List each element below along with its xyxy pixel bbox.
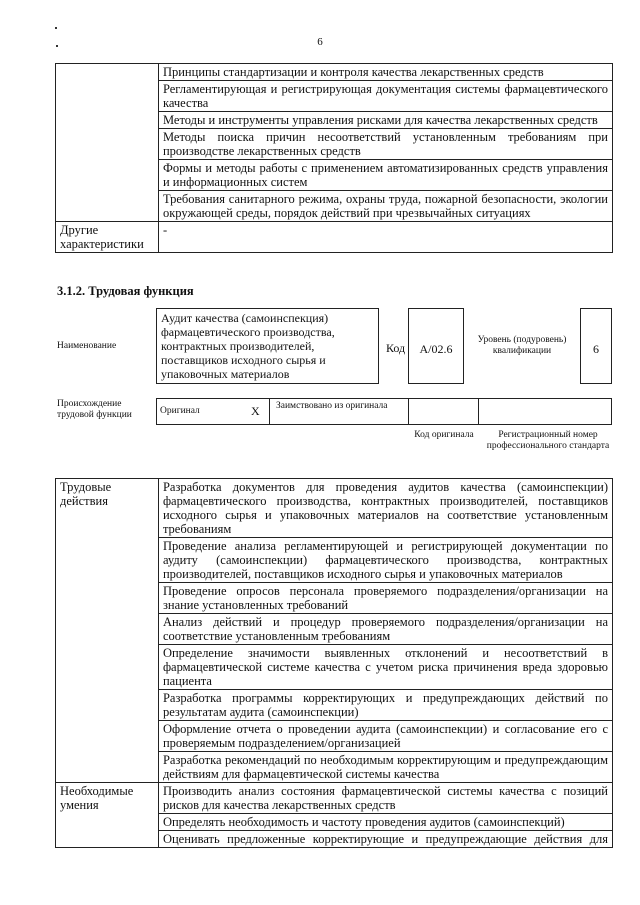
original-mark: X xyxy=(251,404,260,418)
code-label: Код xyxy=(386,341,406,355)
level-label: Уровень (подуровень) квалификации xyxy=(477,335,567,356)
main-table xyxy=(55,478,613,848)
action-item: Проведение опросов персонала проверяемого подразделения/организации на знание установленных требований xyxy=(158,583,612,614)
origin-divider xyxy=(478,398,479,425)
knowledge-item: Методы поиска причин несоответствий установленным требованиям при производстве лекарственных средств xyxy=(158,129,612,160)
table-row xyxy=(56,783,613,814)
knowledge-item: Регламентирующая и регистрирующая документация системы фармацевтического качества xyxy=(158,81,612,112)
action-item: Проведение анализа регламентирующей и регистрирующей документации по аудиту (самоинспекции) фармацевтического производства, контрактных производителей, поставщиков исходного сырья и упаковочных материалов xyxy=(158,538,612,583)
code-value: A/02.6 xyxy=(408,308,464,384)
knowledge-item: Принципы стандартизации и контроля качества лекарственных средств xyxy=(158,64,612,81)
top-table xyxy=(55,63,613,253)
level-value: 6 xyxy=(580,308,612,384)
section-title: 3.1.2. Трудовая функция xyxy=(57,284,194,298)
function-name-box: Аудит качества (самоинспекция) фармацевтического производства, контрактных производителей, поставщиков исходного сырья и упаковочных материалов xyxy=(156,308,379,384)
scan-dot xyxy=(55,27,57,29)
page-number: 6 xyxy=(317,36,323,48)
knowledge-item: Формы и методы работы с применением автоматизированных средств управления и информационных систем xyxy=(158,160,612,191)
table-row xyxy=(56,64,613,81)
action-item: Разработка документов для проведения аудитов качества (самоинспекции) фармацевтического производства, контрактных производителей, поставщиков исходного сырья и упаковочных материалов на соответствие установленным требованиям xyxy=(158,479,612,538)
knowledge-item: Требования санитарного режима, охраны труда, пожарной безопасности, экологии окружающей среды, порядок действий при чрезвычайных ситуациях xyxy=(158,191,612,222)
origin-label: Происхождение трудовой функции xyxy=(57,399,132,420)
reg-number-caption: Регистрационный номер профессионального стандарта xyxy=(486,430,610,451)
action-item: Разработка рекомендаций по необходимым корректирующим и предупреждающим действиям для фармацевтической системы качества xyxy=(158,752,612,783)
action-item: Разработка программы корректирующих и предупреждающих действий по результатам аудита (самоинспекции) xyxy=(158,690,612,721)
name-label: Наименование xyxy=(57,341,117,351)
skills-label: Необходимые умения xyxy=(56,783,159,848)
action-item: Анализ действий и процедур проверяемого подразделения/организации на соответствие установленным требованиям xyxy=(158,614,612,645)
table-row xyxy=(56,479,613,538)
skill-item: Производить анализ состояния фармацевтической системы качества с позиций рисков для качества лекарственных средств xyxy=(158,783,612,814)
empty-label-cell xyxy=(56,64,159,222)
original-label: Оригинал xyxy=(160,406,200,416)
action-item: Оформление отчета о проведении аудита (самоинспекции) и согласование его с проверяемым подразделением/организацией xyxy=(158,721,612,752)
other-characteristics-value: - xyxy=(158,222,612,253)
skill-item: Определять необходимость и частоту проведения аудитов (самоинспекций) xyxy=(158,814,612,831)
table-row xyxy=(56,222,613,253)
knowledge-item: Методы и инструменты управления рисками для качества лекарственных средств xyxy=(158,112,612,129)
actions-label: Трудовые действия xyxy=(56,479,159,783)
skill-item: Оценивать предложенные корректирующие и предупреждающие действия для xyxy=(158,831,612,848)
origin-divider xyxy=(269,398,270,425)
code-original-caption: Код оригинала xyxy=(414,430,474,440)
origin-divider xyxy=(408,398,409,425)
action-item: Определение значимости выявленных отклонений и несоответствий в фармацевтической системе качества с учетом риска причинения вреда здоровью пациента xyxy=(158,645,612,690)
borrowed-label: Заимствовано из оригинала xyxy=(276,401,388,411)
other-characteristics-label: Другие характеристики xyxy=(56,222,159,253)
